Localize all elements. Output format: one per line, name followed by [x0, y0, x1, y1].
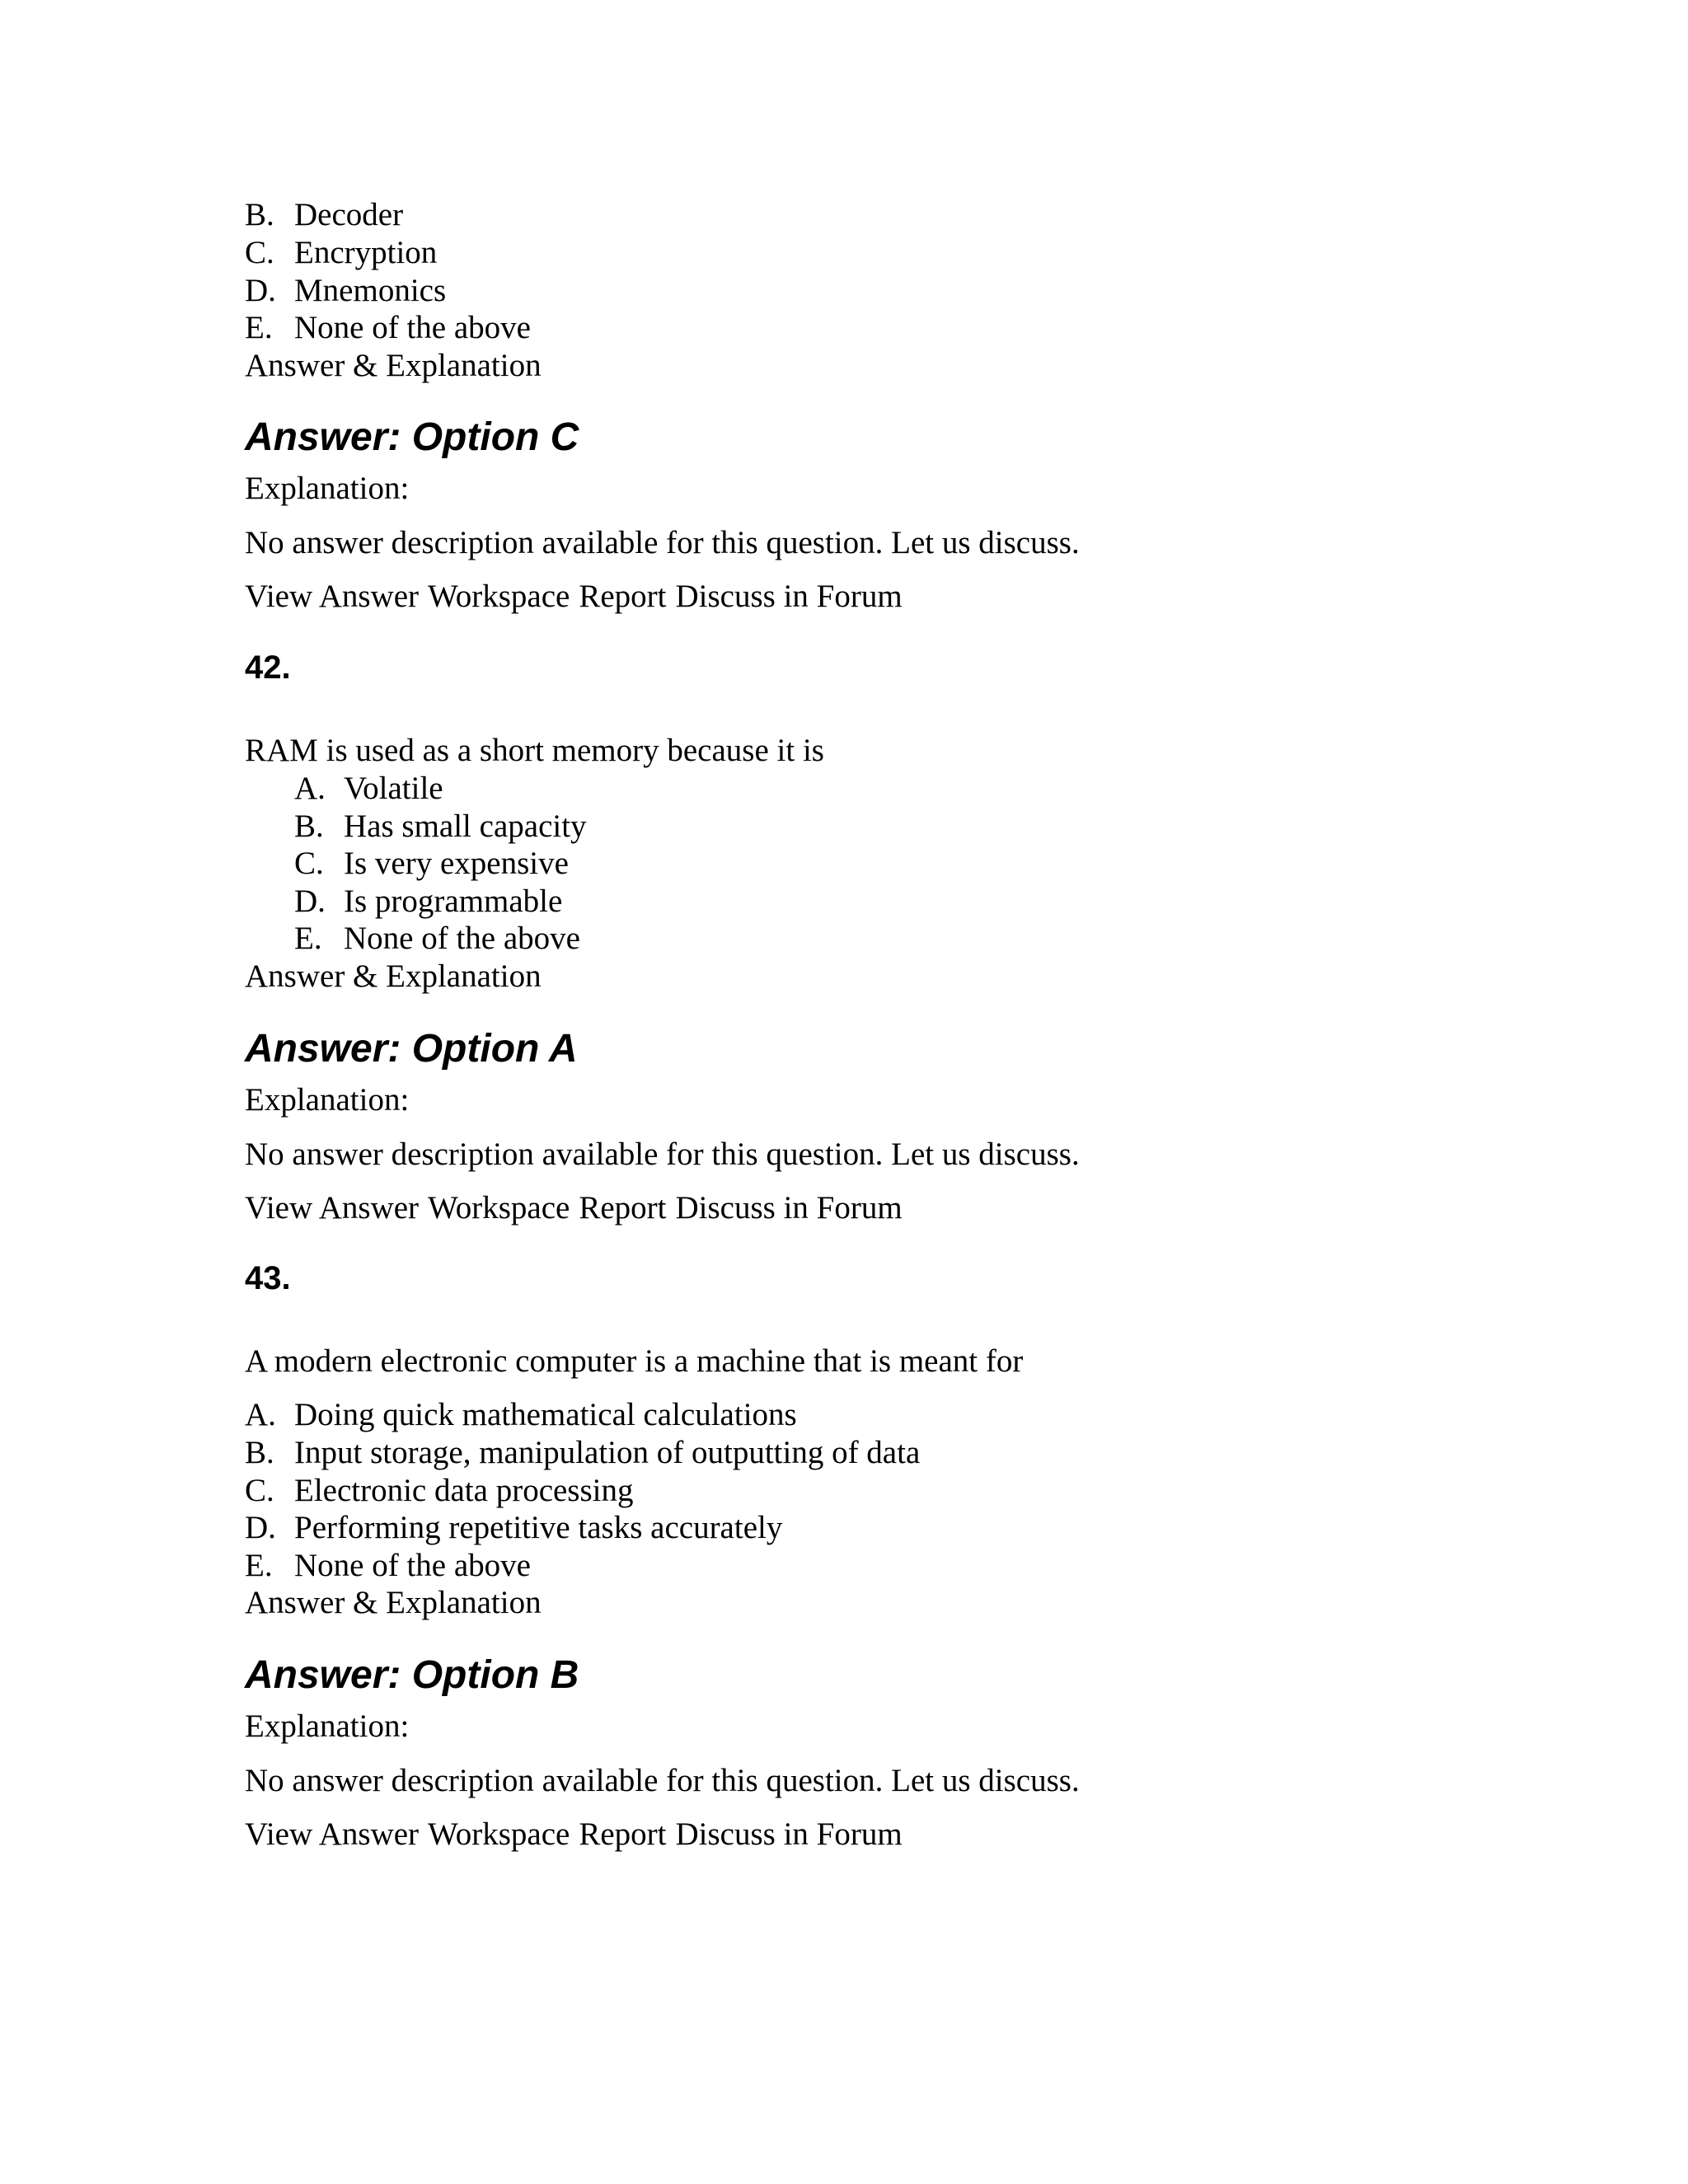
option-d: D. Performing repetitive tasks accurately [245, 1510, 783, 1545]
option-d: D. Is programmable [294, 883, 563, 919]
question-text: RAM is used as a short memory because it is [245, 733, 824, 768]
action-links [245, 1189, 912, 1227]
answer-heading: Answer: Option A [245, 1027, 578, 1071]
option-e: E. None of the above [245, 310, 531, 345]
report-link[interactable]: Report [579, 579, 667, 614]
option-a: A. Doing quick mathematical calculations [245, 1397, 797, 1432]
workspace-link[interactable]: Workspace [428, 579, 570, 614]
question-number: 42. [245, 649, 291, 686]
explanation-label: Explanation: [245, 471, 410, 506]
option-c: C. Is very expensive [294, 846, 569, 881]
workspace-link[interactable]: Workspace [428, 1816, 570, 1852]
discuss-forum-link[interactable]: Discuss in Forum [675, 579, 903, 614]
answer-explanation-toggle[interactable]: Answer & Explanation [245, 1585, 542, 1620]
explanation-text: No answer description available for this question. Let us discuss. [245, 1137, 1080, 1172]
discuss-forum-link[interactable]: Discuss in Forum [675, 1190, 903, 1226]
option-e: E. None of the above [294, 921, 580, 956]
explanation-label: Explanation: [245, 1708, 410, 1744]
action-links [245, 578, 912, 616]
answer-explanation-toggle[interactable]: Answer & Explanation [245, 958, 542, 994]
option-b: B. Has small capacity [294, 808, 587, 844]
report-link[interactable]: Report [579, 1190, 667, 1226]
answer-heading: Answer: Option B [245, 1653, 579, 1697]
option-b: B. Input storage, manipulation of outputting of data [245, 1435, 921, 1470]
view-answer-link[interactable]: View Answer [245, 1816, 420, 1852]
option-e: E. None of the above [245, 1548, 531, 1583]
report-link[interactable]: Report [579, 1816, 667, 1852]
answer-heading: Answer: Option C [245, 415, 579, 459]
discuss-forum-link[interactable]: Discuss in Forum [675, 1816, 903, 1852]
answer-explanation-toggle[interactable]: Answer & Explanation [245, 348, 542, 383]
view-answer-link[interactable]: View Answer [245, 579, 420, 614]
explanation-text: No answer description available for this question. Let us discuss. [245, 1763, 1080, 1798]
explanation-label: Explanation: [245, 1082, 410, 1118]
option-d: D. Mnemonics [245, 273, 447, 308]
option-c: C. Encryption [245, 235, 438, 270]
option-b: B. Decoder [245, 197, 404, 232]
option-c: C. Electronic data processing [245, 1473, 634, 1508]
action-links [245, 1816, 912, 1854]
question-text: A modern electronic computer is a machine that is meant for [245, 1343, 1024, 1379]
question-number: 43. [245, 1260, 291, 1296]
option-a: A. Volatile [294, 771, 443, 806]
workspace-link[interactable]: Workspace [428, 1190, 570, 1226]
view-answer-link[interactable]: View Answer [245, 1190, 420, 1226]
explanation-text: No answer description available for this question. Let us discuss. [245, 525, 1080, 560]
